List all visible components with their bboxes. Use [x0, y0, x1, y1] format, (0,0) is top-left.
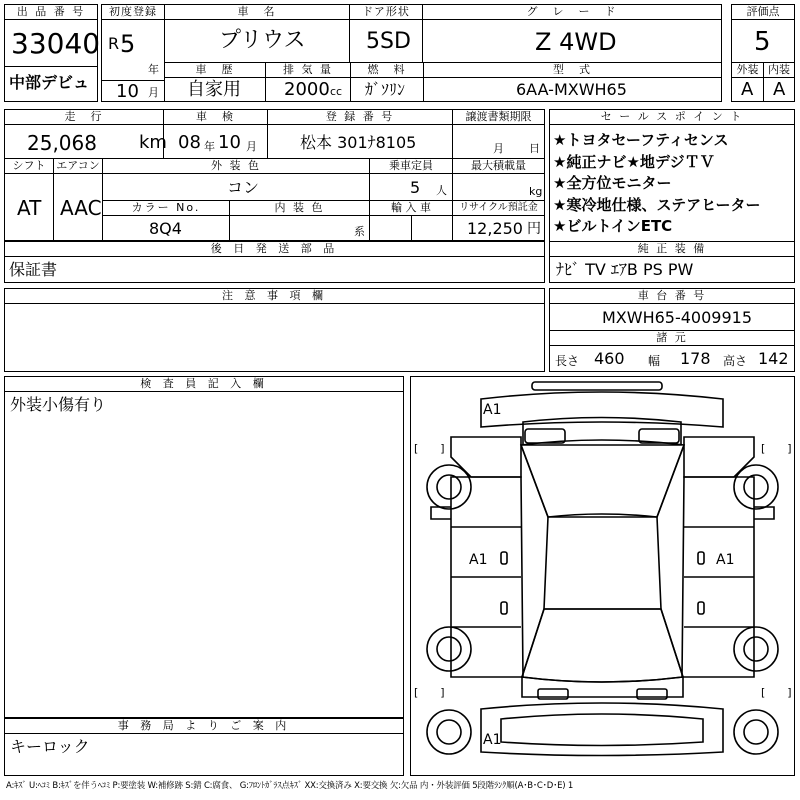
- inspection-year-unit: 年: [204, 140, 215, 153]
- sales-point: ★純正ナビ★地デジＴＶ: [553, 152, 715, 171]
- door-box: [349, 19, 423, 63]
- equipment-box: [549, 256, 795, 283]
- length-value: 460: [594, 349, 625, 368]
- fuel: ｶﾞｿﾘﾝ: [365, 80, 406, 99]
- inspector-label: 検 査 員 記 入 欄: [4, 376, 404, 392]
- dims-label: 諸 元: [549, 330, 795, 346]
- history-label: 車 歴: [164, 62, 266, 78]
- capacity-box: [369, 173, 453, 201]
- capacity: 5: [410, 178, 421, 197]
- lot-number-box: [4, 19, 101, 67]
- load-unit: kg: [529, 185, 543, 198]
- shift-label: シフト: [4, 158, 54, 174]
- model: 6AA-MXWH65: [516, 80, 627, 99]
- notes-box: [4, 303, 545, 372]
- history: 自家用: [187, 79, 241, 100]
- transfer-month: 月: [493, 142, 504, 155]
- inspection-label: 車 検: [163, 109, 268, 125]
- era: R: [108, 34, 120, 53]
- mileage-box: [4, 124, 167, 159]
- grade-box: [422, 19, 722, 63]
- lot-label: 出 品 番 号: [4, 4, 98, 20]
- later-parts-label: 後 日 発 送 部 品: [4, 241, 545, 257]
- bracket-left-1: [ ]: [414, 442, 445, 455]
- import-divider: [411, 215, 412, 241]
- damage-mark-front: A1: [483, 402, 502, 418]
- history-box: [164, 77, 266, 102]
- later-parts-value: 保証書: [9, 260, 58, 279]
- int-color-box: [229, 215, 370, 241]
- car-name: プリウス: [219, 28, 306, 53]
- displacement-unit: cc: [330, 85, 343, 98]
- year: 5: [120, 30, 136, 58]
- displacement-label: 排 気 量: [265, 62, 351, 78]
- plate-box: [267, 124, 453, 159]
- recycle-unit: 円: [527, 221, 541, 237]
- legend: A:ｷｽﾞ U:ﾍｺﾐ B:ｷｽﾞを伴うﾍｺﾐ P:要塗装 W:補修跡 S:錆 C:腐食、 G:ﾌﾛﾝﾄｶﾞﾗｽ点ｷｽﾞ XX:交換済み X:要交換 欠:欠品 内・外装評価 5段階ﾗﾝｸ順(A･B･C･D･E) 1: [6, 781, 574, 791]
- score-label: 評価点: [731, 4, 795, 20]
- mileage-unit: km: [139, 132, 167, 153]
- width-label: 幅: [648, 354, 661, 368]
- damage-mark-left: A1: [469, 552, 488, 568]
- car-diagram: [410, 376, 795, 776]
- transfer-day: 日: [529, 142, 540, 155]
- sales-point: ★全方位モニター: [553, 174, 672, 192]
- exterior-grade: A: [741, 79, 754, 100]
- door-label: ドア形状: [349, 4, 423, 20]
- transfer-box: [452, 124, 545, 159]
- grade-label: グ レ ー ド: [422, 4, 722, 20]
- door: 5SD: [366, 29, 411, 54]
- first-reg-label: 初度登録: [101, 4, 165, 20]
- sales-box: [549, 124, 795, 242]
- recycle: 12,250: [467, 219, 523, 238]
- sales-point: ★トヨタセーフティセンス: [553, 131, 729, 149]
- car-name-box: [164, 19, 350, 63]
- inspection-year: 08: [178, 132, 201, 153]
- inspection-box: [163, 124, 268, 159]
- plate: 松本 301ﾅ8105: [300, 133, 417, 152]
- dims-box: [549, 345, 795, 372]
- sales-label: セ ー ル ス ポ イ ン ト: [549, 109, 795, 125]
- color: コン: [227, 178, 260, 197]
- color-no: 8Q4: [149, 219, 182, 238]
- score-box: [731, 19, 795, 63]
- inspection-month-unit: 月: [246, 140, 257, 153]
- later-parts-box: [4, 256, 545, 283]
- office-box: [4, 733, 404, 776]
- exterior-label: 外装: [731, 62, 764, 78]
- interior-grade-box: [763, 77, 795, 102]
- inspection-month: 10: [218, 132, 241, 153]
- damage-mark-rear: A1: [483, 732, 502, 748]
- height-label: 高さ: [723, 354, 748, 368]
- office-value: キーロック: [10, 737, 90, 756]
- inspector-box: [4, 391, 404, 718]
- recycle-box: [452, 215, 545, 241]
- mileage: 25,068: [27, 131, 97, 155]
- color-box: [102, 173, 370, 201]
- displacement-box: [265, 77, 351, 102]
- equipment-label: 純 正 装 備: [549, 241, 795, 257]
- month: 10: [116, 81, 139, 102]
- displacement: 2000: [284, 79, 330, 100]
- grade: Z 4WD: [535, 28, 617, 56]
- sales-point: ★ビルトインETC: [553, 217, 673, 235]
- equipment-value: ﾅﾋﾞ TV ｴｱB PS PW: [556, 260, 694, 279]
- color-label: 外 装 色: [102, 158, 370, 174]
- shift-box: [4, 173, 54, 241]
- lot-number: 33040: [11, 27, 101, 60]
- first-reg-box: [101, 19, 165, 81]
- month-box: [101, 80, 165, 102]
- car-name-label: 車 名: [164, 4, 350, 20]
- year-unit: 年: [148, 63, 159, 76]
- width-value: 178: [680, 349, 711, 368]
- exterior-grade-box: [731, 77, 764, 102]
- model-box: [423, 77, 722, 102]
- height-value: 142: [758, 349, 789, 368]
- notes-label: 注 意 事 項 欄: [4, 288, 545, 304]
- bracket-right-1: [ ]: [761, 442, 792, 455]
- office-label: 事 務 局 よ り ご 案 内: [4, 718, 404, 734]
- recycle-label: リサイクル預託金: [452, 200, 545, 216]
- fuel-label: 燃 料: [350, 62, 424, 78]
- region-box: [4, 66, 98, 102]
- shift: AT: [17, 196, 42, 220]
- color-no-label: カラー No.: [102, 200, 230, 216]
- model-label: 型 式: [423, 62, 722, 78]
- int-color-label: 内 装 色: [229, 200, 370, 216]
- length-label: 長さ: [555, 354, 580, 368]
- plate-label: 登 録 番 号: [267, 109, 453, 125]
- bracket-right-2: [ ]: [761, 686, 792, 699]
- chassis-value: MXWH65-4009915: [602, 308, 753, 327]
- int-color-unit: 系: [354, 225, 365, 238]
- ac: AAC: [60, 196, 102, 220]
- transfer-label: 譲渡書類期限: [452, 109, 545, 125]
- bracket-left-2: [ ]: [414, 686, 445, 699]
- import-label: 輸 入 車: [369, 200, 453, 216]
- mileage-label: 走 行: [4, 109, 164, 125]
- interior-label: 内装: [763, 62, 795, 78]
- capacity-unit: 人: [436, 184, 447, 197]
- score: 5: [754, 27, 771, 57]
- fuel-box: [350, 77, 424, 102]
- ac-box: [53, 173, 103, 241]
- month-unit: 月: [148, 86, 159, 99]
- load-box: [452, 173, 545, 201]
- capacity-label: 乗車定員: [369, 158, 453, 174]
- region: 中部デビュ: [9, 73, 90, 92]
- damage-mark-right: A1: [716, 552, 735, 568]
- sales-point: ★寒冷地仕様、ステアヒーター: [553, 195, 761, 214]
- interior-grade: A: [773, 79, 786, 100]
- sales-points-list: [553, 130, 761, 238]
- inspector-value: 外装小傷有り: [10, 395, 107, 414]
- color-no-box: [102, 215, 230, 241]
- chassis-label: 車 台 番 号: [549, 288, 795, 304]
- load-label: 最大積載量: [452, 158, 545, 174]
- ac-label: エアコン: [53, 158, 103, 174]
- chassis-box: [549, 303, 795, 331]
